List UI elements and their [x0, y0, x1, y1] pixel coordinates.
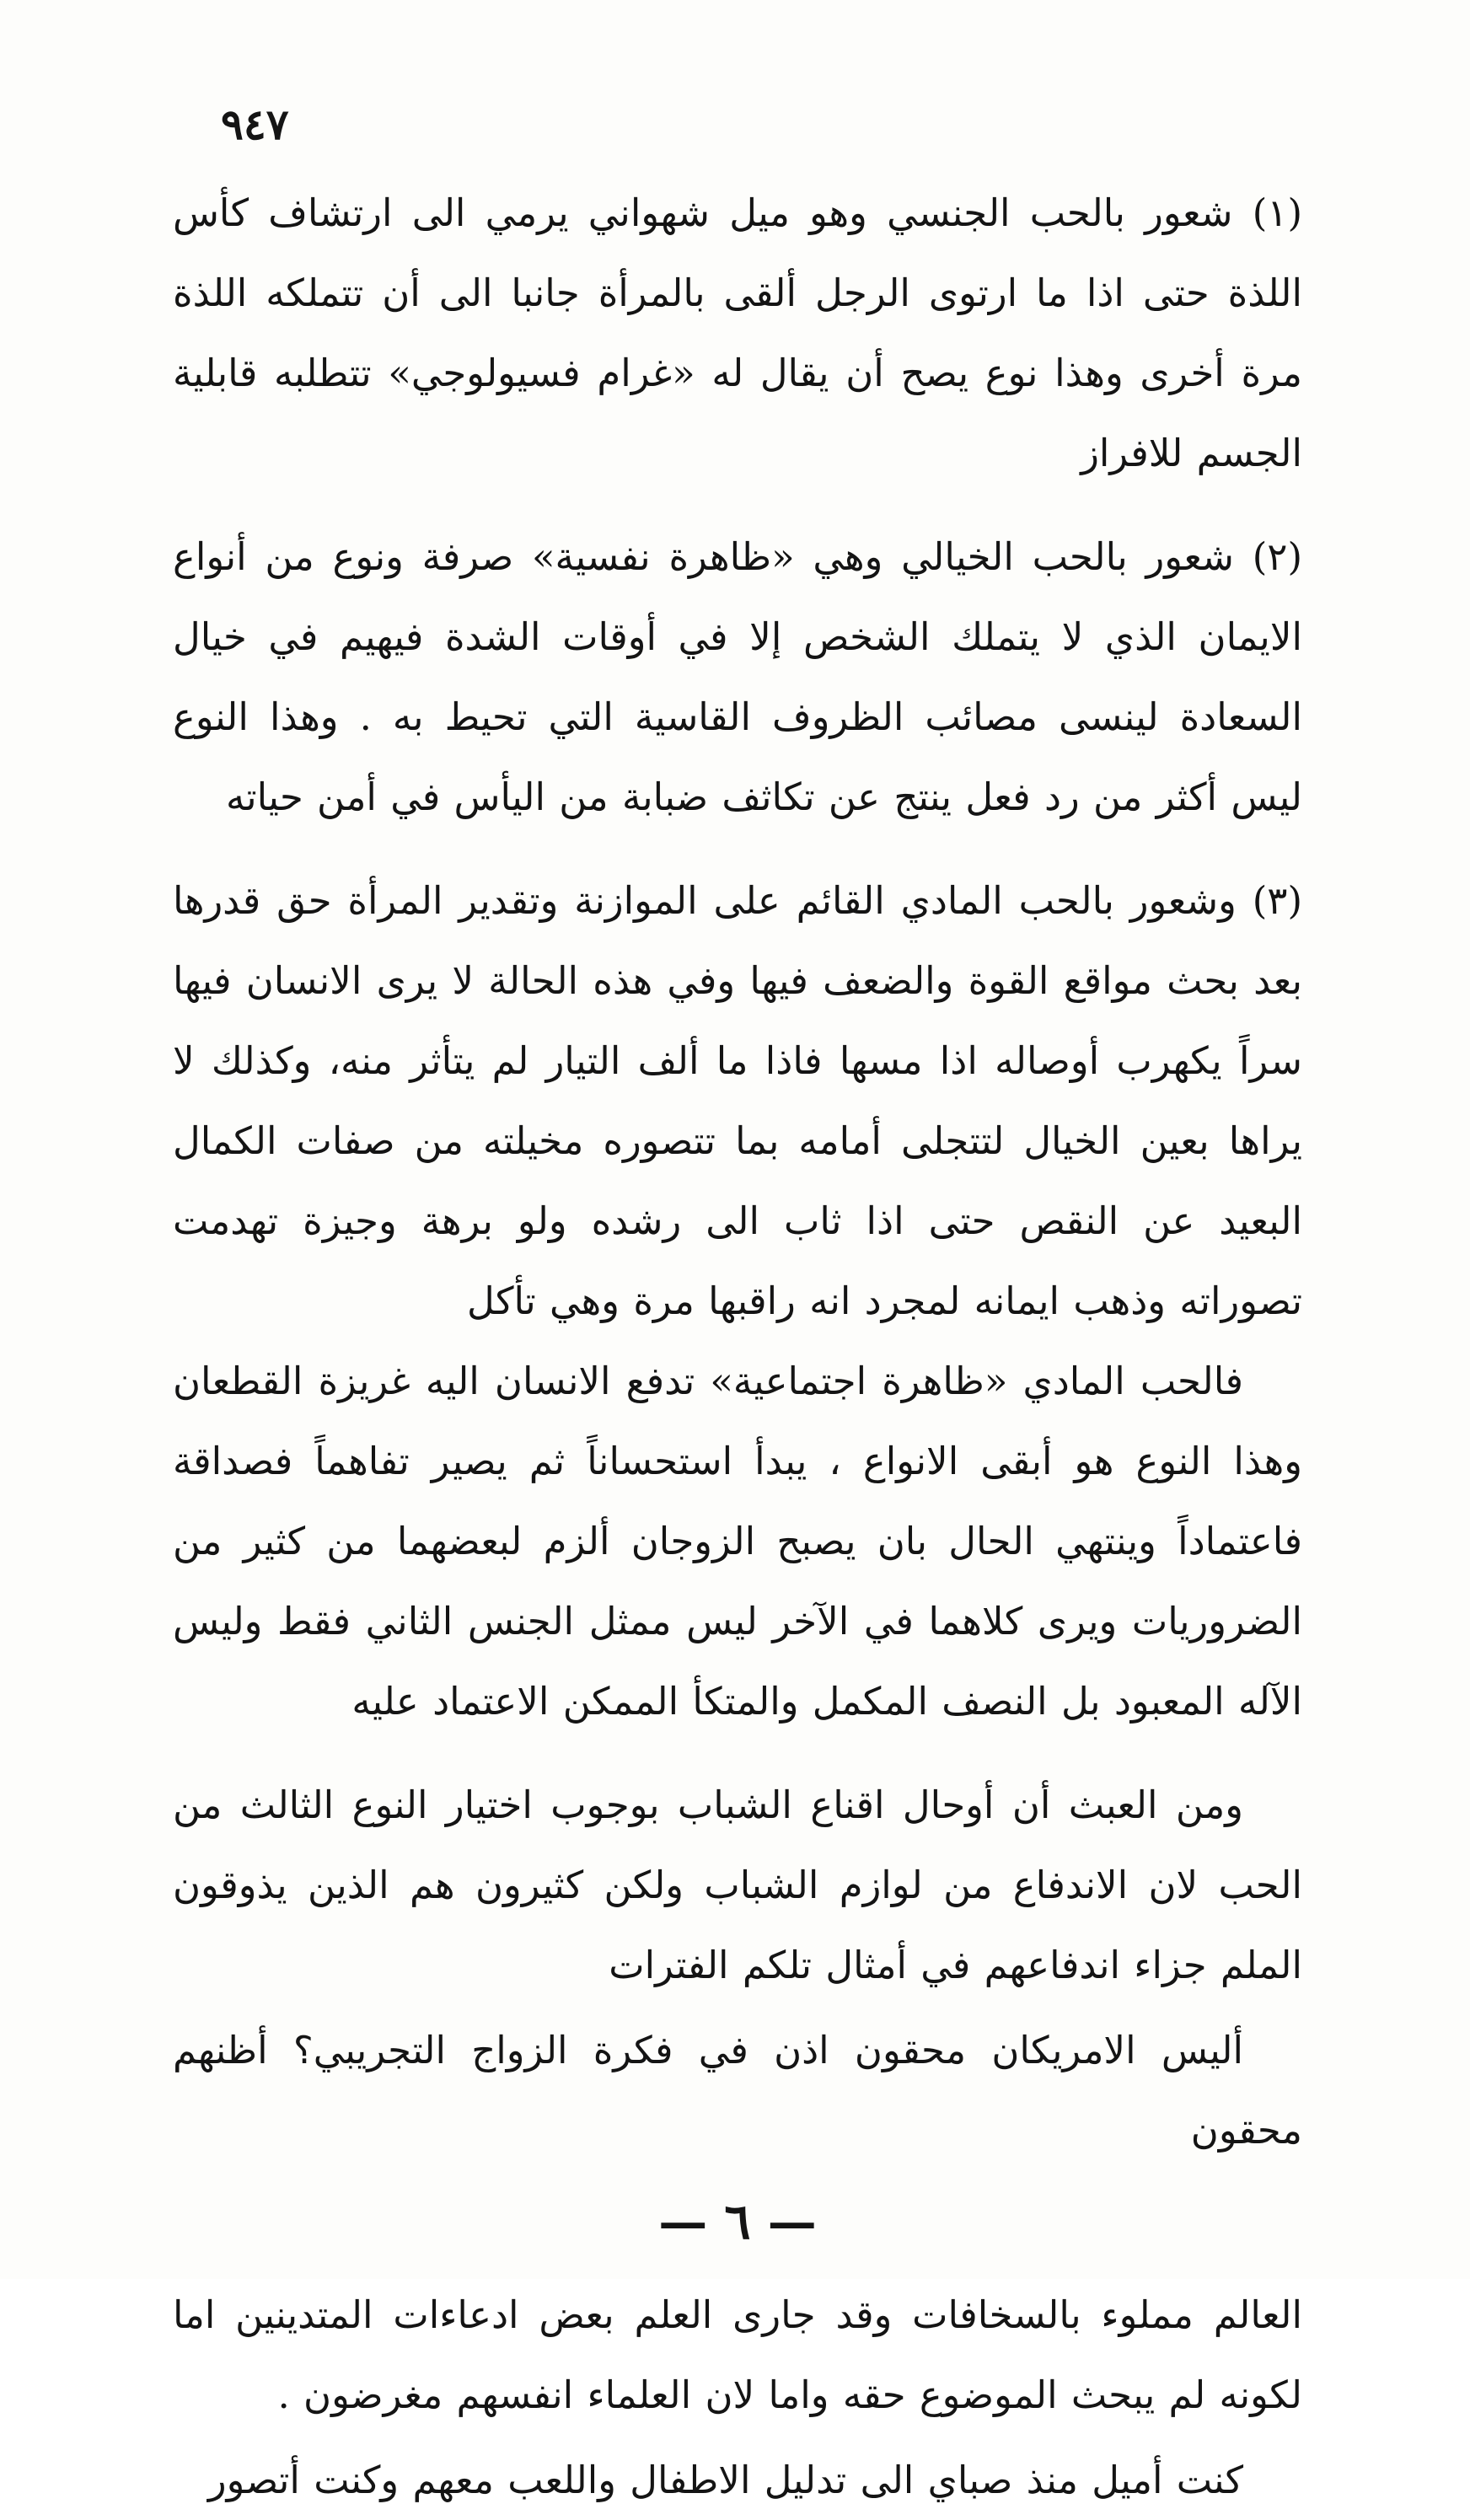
paragraph-social-phenomenon: فالحب المادي «ظاهرة اجتماعية» تدفع الانسان اليه غريزة القطعان وهذا النوع هو أبقى الانواع ، يبدأ استحساناً ثم يصير تفاهماً فصداقة فاعتماداً وينتهي الحال بان يصبح الزوجان ألزم لبعضهما من كثير من الضروريات ويرى كلاهما في الآخر ليس ممثل الجنس الثاني فقط وليس الآله المعبود بل النصف المكمل والمتكأ الممكن الاعتماد عليه [173, 1359, 1302, 1724]
paragraph-trial-marriage: أليس الامريكان محقون اذن في فكرة الزواج التجريبي؟ أظنهم محقون [173, 2028, 1302, 2153]
paragraph-material-love: (٣) وشعور بالحب المادي القائم على الموازنة وتقدير المرأة حق قدرها بعد بحث مواقع القوة والضعف فيها وفي هذه الحالة لا يرى الانسان فيها سراً يكهرب أوصاله اذا مسها فاذا ما ألف التيار لم يتأثر منه، وكذلك لا يراها بعين الخيال لتتجلى أمامه بما تتصوره مخيلته من صفات الكمال البعيد عن النقص حتى اذا ثاب الى رشده ولو برهة وجيزة تهدمت تصوراته وذهب ايمانه لمجرد انه راقبها مرة وهي تأكل [173, 878, 1302, 1323]
section-marker: — ٦ — [658, 2193, 817, 2250]
paragraph-imaginary-love: (٢) شعور بالحب الخيالي وهي «ظاهرة نفسية» صرفة ونوع من أنواع الايمان الذي لا يتملك الشخص إلا في أوقات الشدة فيهيم في خيال السعادة لينسى مصائب الظروف القاسية التي تحيط به . وهذا النوع ليس أكثر من رد فعل ينتج عن تكاثف ضبابة من اليأس في أمن حياته [173, 534, 1302, 819]
page-body [173, 173, 1302, 2520]
paragraph-childhood: كنت أميل منذ صباي الى تدليل الاطفال واللعب معهم وكنت أتصور [207, 2458, 1243, 2502]
paragraph-youth-argument: ومن العبث أن أوحال اقناع الشباب بوجوب اختيار النوع الثالث من الحب لان الاندفاع من لوازم الشباب ولكن كثيرون هم الذين يذوقون الملم جزاء اندفاعهم في أمثال تلكم الفترات [173, 1783, 1302, 1987]
paragraph-world-nonsense: العالم مملوء بالسخافات وقد جارى العلم بعض ادعاءات المتدينين اما لكونه لم يبحث الموضوع حقه واما لان العلماء انفسهم مغرضون . [173, 2292, 1302, 2417]
page-number: ٩٤٧ [221, 99, 289, 149]
paragraph-physical-love: (١) شعور بالحب الجنسي وهو ميل شهواني يرمي الى ارتشاف كأس اللذة حتى اذا ما ارتوى الرجل ألقى بالمرأة جانبا الى أن تتملكه اللذة مرة أخرى وهذا نوع يصح أن يقال له «غرام فسيولوجي» تتطلبه قابلية الجسم للافراز [173, 190, 1302, 475]
